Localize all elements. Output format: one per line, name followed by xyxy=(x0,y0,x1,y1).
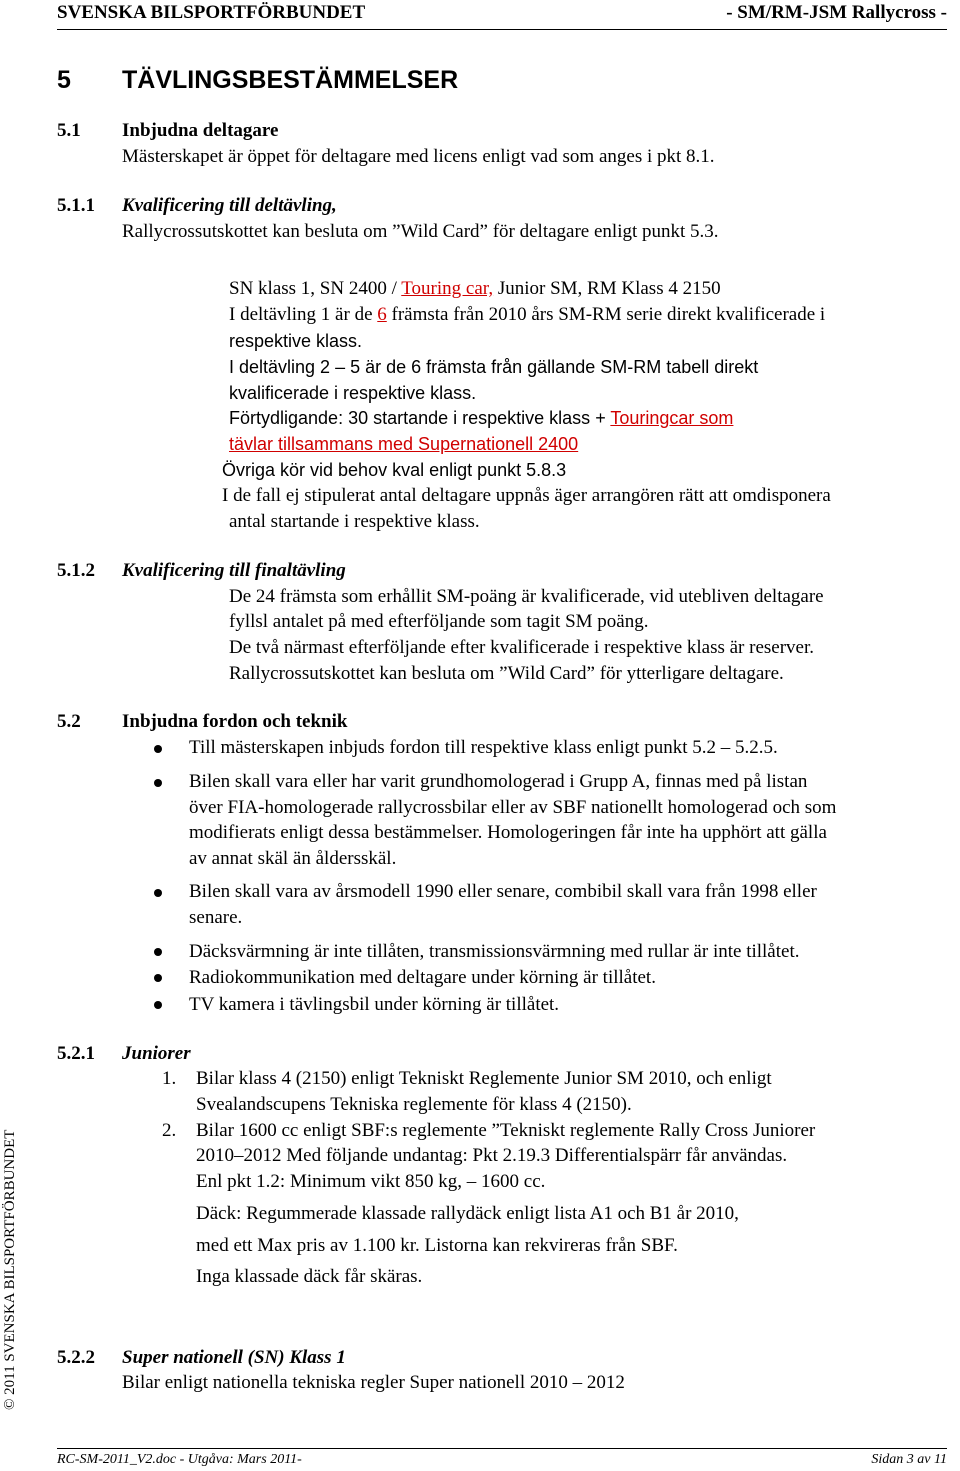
s51-title: Inbjudna deltagare xyxy=(122,120,279,141)
s511-title: Kvalificering till deltävling, xyxy=(122,195,337,216)
s521-item1-line1: Bilar klass 4 (2150) enligt Tekniskt Reglemente Junior SM 2010, och enligt xyxy=(196,1068,772,1089)
sidebar-copyright: © 2011 SVENSKA BILSPORTFÖRBUNDET xyxy=(2,1129,18,1410)
footer-rule xyxy=(57,1448,947,1449)
footer-left: RC-SM-2011_V2.doc - Utgåva: Mars 2011- xyxy=(57,1452,302,1467)
s52-bullet4: Däcksvärmning är inte tillåten, transmissionsvärmning med rullar är inte tillåtet. xyxy=(189,941,800,962)
s512-title: Kvalificering till finaltävling xyxy=(122,560,346,581)
s521-item2-line4: Däck: Regummerade klassade rallydäck enligt lista A1 och B1 år 2010, xyxy=(196,1203,739,1224)
s521-item2-line2: 2010–2012 Med följande undantag: Pkt 2.19.3 Differentialspärr får användas. xyxy=(196,1145,788,1166)
s521-num2: 2. xyxy=(162,1120,177,1141)
s511-para4 xyxy=(229,408,733,429)
s512-line1: De 24 främsta som erhållit SM-poäng är kvalificerade, vid utebliven deltagare xyxy=(229,586,824,607)
s521-item2-line6: Inga klassade däck får skäras. xyxy=(196,1266,423,1287)
p2-a: I deltävling 1 är de xyxy=(229,304,378,325)
p4-a: Förtydligande: 30 startande i respektive klass + xyxy=(229,408,611,428)
s52-bullet2-line1: Bilen skall vara eller har varit grundhomologerad i Grupp A, finnas med på listan xyxy=(189,771,808,792)
s52-title: Inbjudna fordon och teknik xyxy=(122,711,348,732)
s52-bullet1: Till mästerskapen inbjuds fordon till respektive klass enligt punkt 5.2 – 5.2.5. xyxy=(189,737,778,758)
p2-b: främsta från 2010 års SM-RM serie direkt kvalificerade i xyxy=(386,304,826,325)
s52-bullet5: Radiokommunikation med deltagare under körning är tillåtet. xyxy=(189,967,656,988)
bullet-icon xyxy=(154,974,162,982)
s52-bullet3-line1: Bilen skall vara av årsmodell 1990 eller senare, combibil skall vara från 1998 eller xyxy=(189,881,817,902)
section-title: TÄVLINGSBESTÄMMELSER xyxy=(122,66,459,94)
s511-para2c: respektive klass. xyxy=(229,331,363,351)
bullet-icon xyxy=(154,889,162,897)
s52-bullet2-line3: modifierats enligt dessa bestämmelser. Homologeringen får inte ha upphört att gälla xyxy=(189,822,827,843)
s522-number: 5.2.2 xyxy=(57,1347,95,1368)
s512-line4: Rallycrossutskottet kan besluta om ”Wild Card” för ytterligare deltagare. xyxy=(229,663,784,684)
s521-num1: 1. xyxy=(162,1068,177,1089)
p2-red: 6 xyxy=(377,304,387,325)
s511-para3b: kvalificerade i respektive klass. xyxy=(229,383,477,403)
s512-line2: fyllsl antalet på med efterföljande som tagit SM poäng. xyxy=(229,611,649,632)
header-title: - SM/RM-JSM Rallycross - xyxy=(726,2,947,23)
header-rule xyxy=(57,29,947,30)
s511-para6: I de fall ej stipulerat antal deltagare uppnås äger arrangören rätt att omdisponera xyxy=(222,485,831,506)
p4-red: Touringcar som xyxy=(610,408,734,428)
s511-para5: Övriga kör vid behov kval enligt punkt 5.8.3 xyxy=(222,460,567,480)
bullet-icon xyxy=(154,948,162,956)
s52-bullet6: TV kamera i tävlingsbil under körning är tillåtet. xyxy=(189,994,560,1015)
bullet-icon xyxy=(154,779,162,787)
header-org: SVENSKA BILSPORTFÖRBUNDET xyxy=(57,2,366,23)
s511-para3: I deltävling 2 – 5 är de 6 främsta från gällande SM-RM tabell direkt xyxy=(229,357,759,377)
s522-text: Bilar enligt nationella tekniska regler Super nationell 2010 – 2012 xyxy=(122,1372,625,1393)
section-number: 5 xyxy=(57,66,71,94)
s52-bullet2-line4: av annat skäl än åldersskäl. xyxy=(189,848,397,869)
s511-para1 xyxy=(229,278,721,300)
s521-title: Juniorer xyxy=(122,1043,191,1064)
s511-number: 5.1.1 xyxy=(57,195,95,216)
p1-a: SN klass 1, SN 2400 / xyxy=(229,278,402,299)
s521-item2-line1: Bilar 1600 cc enligt SBF:s reglemente ”Tekniskt reglemente Rally Cross Juniorer xyxy=(196,1120,816,1141)
s512-line3: De två närmast efterföljande efter kvalificerade i respektive klass är reserver. xyxy=(229,637,815,658)
bullet-icon xyxy=(154,745,162,753)
s521-number: 5.2.1 xyxy=(57,1043,95,1064)
p1-red: Touring car, xyxy=(401,278,494,299)
s512-number: 5.1.2 xyxy=(57,560,95,581)
s51-number: 5.1 xyxy=(57,120,81,141)
s511-para4-red: tävlar tillsammans med Supernationell 2400 xyxy=(229,434,579,454)
s521-item1-line2: Svealandscupens Tekniska reglemente för klass 4 (2150). xyxy=(196,1094,632,1115)
s52-bullet3-line2: senare. xyxy=(189,907,243,928)
s511-text: Rallycrossutskottet kan besluta om ”Wild Card” för deltagare enligt punkt 5.3. xyxy=(122,221,719,242)
s522-title: Super nationell (SN) Klass 1 xyxy=(122,1347,346,1368)
s51-text: Mästerskapet är öppet för deltagare med licens enligt vad som anges i pkt 8.1. xyxy=(122,146,715,167)
s521-item2-line5: med ett Max pris av 1.100 kr. Listorna kan rekvireras från SBF. xyxy=(196,1235,678,1256)
footer-page: Sidan 3 av 11 xyxy=(871,1452,947,1467)
s511-para6b: antal startande i respektive klass. xyxy=(229,511,480,532)
s521-item2-line3: Enl pkt 1.2: Minimum vikt 850 kg, – 1600 cc. xyxy=(196,1171,546,1192)
s52-number: 5.2 xyxy=(57,711,81,732)
s52-bullet2-line2: över FIA-homologerade rallycrossbilar eller av SBF nationellt homologerad och som xyxy=(189,797,837,818)
bullet-icon xyxy=(154,1001,162,1009)
p1-b: Junior SM, RM Klass 4 2150 xyxy=(493,278,721,299)
s511-para2 xyxy=(229,304,825,326)
